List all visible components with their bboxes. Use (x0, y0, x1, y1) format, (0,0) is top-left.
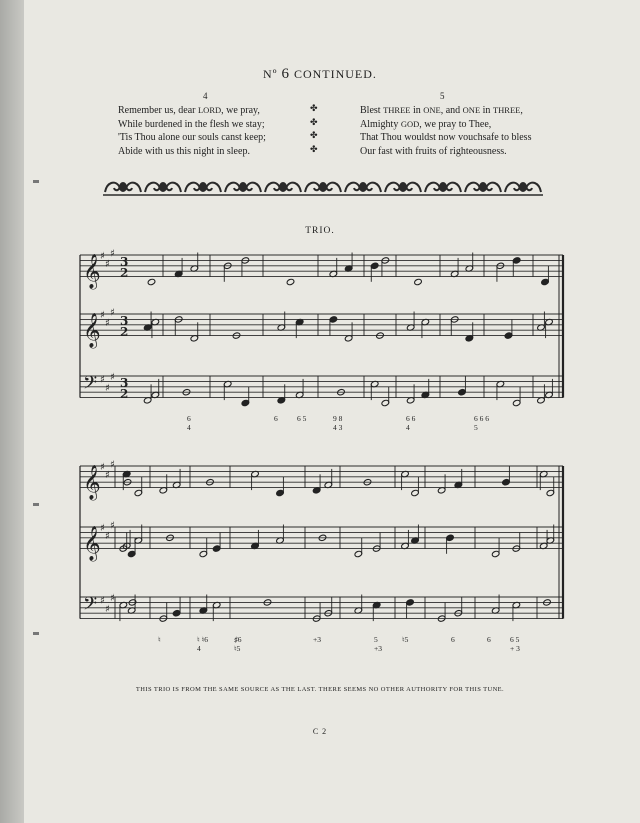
figure-bottom: 4 (197, 644, 201, 653)
fleuron-column: ✤ ✤ ✤ ✤ (310, 104, 318, 155)
sharp-icon: ♯ (100, 462, 105, 473)
sharp-icon: ♯ (100, 523, 105, 534)
note-head (414, 278, 423, 285)
figure-bottom: + 3 (510, 644, 520, 653)
figure-top: 6 5 (510, 635, 520, 644)
sharp-icon: ♯ (105, 470, 110, 482)
source-note: THIS TRIO IS FROM THE SAME SOURCE AS THE LAST. THERE SEEMS NO OTHER AUTHORITY FOR THIS TUNE. (135, 686, 505, 693)
verse-number: 5 (440, 91, 445, 101)
figure-top: 6 6 (406, 414, 416, 423)
sharp-icon: ♯ (110, 459, 115, 471)
small-caps-word: LORD (197, 105, 222, 115)
sharp-icon: ♯ (105, 318, 110, 330)
figure-top: 6 (451, 635, 455, 644)
figure-bottom: ♮5 (234, 644, 241, 653)
sharp-icon: ♯ (105, 603, 110, 615)
verse-line: Abide with us this night in sleep. (118, 145, 250, 157)
figure-top: ♮ ♮6 (197, 635, 208, 644)
time-signature: 3 (120, 376, 129, 390)
small-caps-word: THREE (383, 105, 411, 115)
sharp-icon: ♯ (100, 251, 105, 262)
figure-top: 6 (187, 414, 191, 423)
verse-line: While burdened in the flesh we stay; (118, 118, 265, 130)
small-caps-word: ONE (462, 105, 481, 115)
note-head (147, 278, 156, 285)
small-caps-word: ONE (423, 105, 441, 115)
figure-bottom: 4 (406, 423, 410, 432)
figure-top: ♮5 (402, 635, 409, 644)
sharp-icon: ♯ (110, 307, 115, 319)
verse-line: 'Tis Thou alone our souls canst keep; (118, 132, 266, 143)
bass-clef-icon: 𝄢 (83, 373, 98, 398)
number-prefix: Nº (263, 67, 278, 81)
signature-mark: C 2 (312, 727, 328, 736)
figure-top: ♮ (158, 635, 161, 644)
sharp-icon: ♯ (105, 382, 110, 394)
verse-line: Our fast with fruits of righteousness. (360, 145, 507, 157)
small-caps-word: THREE (492, 105, 521, 115)
verse-line: Almighty GOD, we pray to Thee, (360, 118, 492, 130)
trio-title: TRIO. (305, 226, 335, 236)
figure-bottom: +3 (374, 644, 382, 653)
sharp-icon: ♯ (110, 593, 115, 604)
figure-top: 5 (374, 635, 378, 644)
small-caps-word: GOD (400, 118, 420, 129)
verse-number: 4 (203, 91, 208, 101)
sharp-icon: ♯ (100, 595, 105, 607)
treble-clef-icon: 𝄞 (83, 526, 101, 561)
sharp-icon: ♯ (105, 531, 110, 543)
treble-clef-icon: 𝄞 (83, 465, 101, 500)
time-signature: 3 (120, 255, 129, 269)
note-head (286, 278, 295, 285)
verse-line: Blest THREE in ONE, and ONE in THREE, (360, 105, 523, 116)
sharp-icon: ♯ (105, 259, 110, 271)
time-signature: 2 (120, 387, 129, 401)
time-signature: 3 (120, 314, 129, 328)
sharp-icon: ♯ (100, 374, 105, 386)
figure-top: ♯6 (234, 635, 242, 644)
time-signature: 2 (120, 325, 129, 339)
hymn-number: 6 (281, 66, 290, 82)
sharp-icon: ♯ (100, 310, 105, 321)
figure-top: 6 5 (297, 414, 307, 423)
verse-line: Remember us, dear LORD, we pray, (118, 105, 260, 116)
time-signature: 2 (120, 266, 129, 280)
figure-bottom: 4 3 (333, 423, 343, 432)
bass-clef-icon: 𝄢 (83, 594, 98, 619)
figure-top: 6 6 6 (474, 414, 489, 423)
heading-suffix: CONTINUED. (293, 67, 377, 81)
treble-clef-icon: 𝄞 (83, 313, 101, 348)
sharp-icon: ♯ (110, 372, 115, 383)
figure-bottom: 5 (474, 423, 478, 432)
figure-top: 6 (274, 414, 278, 423)
sharp-icon: ♯ (110, 520, 115, 532)
figure-top: 9 8 (333, 414, 343, 423)
sharp-icon: ♯ (110, 248, 115, 260)
treble-clef-icon: 𝄞 (83, 254, 101, 289)
figure-top: +3 (313, 635, 321, 644)
figure-top: 6 (487, 635, 491, 644)
verse-line: That Thou wouldst now vouchsafe to bless (360, 132, 532, 143)
figure-bottom: 4 (187, 423, 191, 432)
